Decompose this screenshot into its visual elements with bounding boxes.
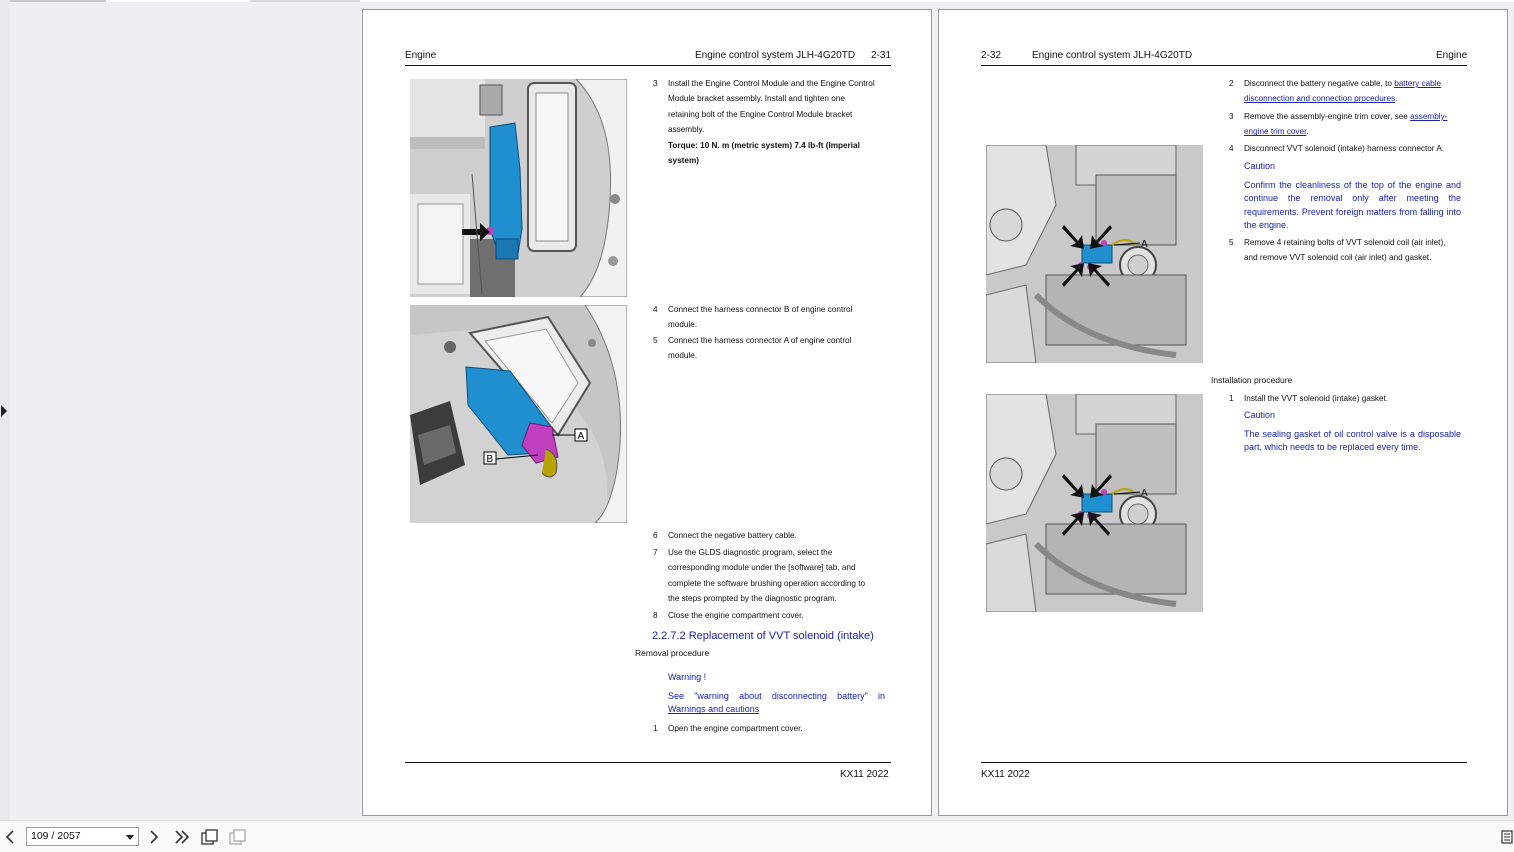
chevron-down-icon	[126, 835, 134, 840]
page-number-select[interactable]	[26, 827, 139, 846]
page-footer: KX11 2022	[840, 769, 889, 780]
figure-vvt-removal	[986, 145, 1203, 363]
caution-text: The sealing gasket of oil control valve is a disposable part, which needs to be replaced every time.	[1244, 429, 1461, 453]
punctuation: .	[1395, 94, 1398, 104]
section-title: 2.2.7.2 Replacement of VVT solenoid (intake)	[652, 630, 874, 642]
tab-strip	[0, 0, 1514, 2]
battery-cable-procedures-link[interactable]: disconnection and connection procedures	[1244, 94, 1396, 104]
page-2-32	[938, 9, 1508, 816]
torque-spec: Torque: 10 N. m (metric system) 7.4 lb-ft (Imperial	[668, 140, 860, 150]
step-line: Use the GLDS diagnostic program, select the	[668, 548, 833, 557]
page-footer: KX11 2022	[981, 769, 1030, 780]
step-line: Close the engine compartment cover.	[668, 611, 804, 620]
page-header-section: Engine	[405, 50, 437, 61]
step-number: 6	[653, 531, 658, 540]
step-line: corresponding module under the [software] tab, and	[668, 563, 856, 573]
battery-cable-link[interactable]: battery cable	[1394, 79, 1442, 88]
warning-text	[668, 690, 885, 717]
step-line: the steps prompted by the diagnostic program.	[668, 594, 837, 604]
footer-rule	[981, 762, 1467, 763]
step-line: Connect the harness connector A of engine control	[668, 336, 852, 345]
page-header-title: Engine control system JLH-4G20TD	[695, 50, 856, 61]
step-number: 5	[1229, 238, 1234, 247]
step-line: Connect the negative battery cable.	[668, 531, 797, 540]
double-chevron-right-icon[interactable]	[172, 827, 192, 847]
step-line: Install the VVT solenoid (intake) gasket.	[1244, 394, 1389, 403]
step-line: assembly.	[668, 125, 705, 135]
chevron-right-icon[interactable]	[146, 827, 162, 847]
page-header-section: Engine	[1436, 50, 1468, 61]
expand-sidebar-icon[interactable]	[1, 405, 7, 417]
step-number: 4	[1229, 144, 1234, 153]
figure-ecm-connectors	[410, 305, 627, 523]
step-number: 8	[653, 611, 658, 620]
page-2-31	[362, 9, 932, 816]
step-line: Remove the assembly-engine trim cover, see	[1244, 112, 1411, 121]
step-line: complete the software brushing operation according to	[668, 578, 866, 588]
torque-spec: system)	[668, 156, 699, 166]
punctuation: .	[1306, 127, 1309, 137]
bottom-toolbar	[0, 820, 1514, 852]
step-line: Open the engine compartment cover.	[668, 724, 803, 733]
copy-icon[interactable]	[200, 827, 220, 847]
step-line: Module bracket assembly. Install and tighten one	[668, 94, 845, 104]
step-number: 3	[1229, 112, 1234, 121]
step-line: Connect the harness connector B of engine control	[668, 305, 853, 314]
chevron-left-icon[interactable]	[2, 827, 18, 847]
page-number: 2-31	[871, 50, 892, 61]
page-number: 2-32	[981, 50, 1002, 61]
step-line: Disconnect the battery negative cable, to	[1244, 79, 1395, 88]
step-number: 1	[653, 724, 658, 733]
step-line: module.	[668, 351, 698, 361]
tab-indicator-secondary[interactable]	[250, 0, 360, 2]
figure-ecm-install	[410, 79, 627, 297]
step-line: module.	[668, 320, 698, 330]
step-line: and remove VVT solenoid coil (air inlet) and gasket.	[1244, 253, 1432, 263]
engine-trim-cover-link[interactable]: assembly-	[1410, 112, 1448, 121]
callout-a: A	[1141, 239, 1148, 250]
caution-heading: Caution	[1244, 410, 1276, 420]
page-indicator: 109 / 2057	[31, 830, 81, 842]
warning-heading: Warning !	[668, 672, 707, 682]
footer-rule	[405, 762, 891, 763]
step-number: 1	[1229, 394, 1234, 403]
copy-disabled-icon	[228, 827, 248, 847]
step-number: 2	[1229, 79, 1234, 88]
step-line: Remove 4 retaining bolts of VVT solenoid coil (air inlet),	[1244, 238, 1446, 247]
step-number: 4	[653, 305, 658, 314]
sidebar-rail[interactable]	[0, 0, 10, 820]
removal-procedure-label: Removal procedure	[635, 648, 710, 658]
sidebar-toggle-icon[interactable]	[1500, 827, 1514, 847]
caution-heading: Caution	[1244, 161, 1276, 171]
step-number: 7	[653, 548, 658, 557]
figure-vvt-install	[986, 394, 1203, 612]
step-line: Install the Engine Control Module and the Engine Control	[668, 79, 875, 88]
installation-procedure-label: Installation procedure	[1211, 375, 1293, 385]
caution-text: Confirm the cleanliness of the top of the engine and continue the removal only after meeting the requirements. Prevent foreign matters from falling into the engine.	[1244, 180, 1461, 231]
step-number: 3	[653, 79, 658, 88]
header-rule	[981, 65, 1467, 66]
warning-line: See "warning about disconnecting battery" in	[668, 691, 885, 701]
callout-a: A	[577, 431, 585, 442]
step-line: retaining bolt of the Engine Control Module bracket	[668, 109, 853, 119]
engine-trim-cover-link-cont[interactable]: engine trim cover	[1244, 127, 1307, 137]
warnings-and-cautions-link[interactable]: Warnings and cautions	[668, 704, 760, 715]
step-number: 5	[653, 336, 658, 345]
header-rule	[405, 65, 891, 66]
tab-indicator[interactable]	[0, 0, 106, 2]
callout-a: A	[1141, 488, 1148, 499]
callout-b: B	[486, 454, 494, 465]
step-line: Disconnect VVT solenoid (intake) harness connector A.	[1244, 144, 1445, 153]
page-header-title: Engine control system JLH-4G20TD	[1032, 50, 1193, 61]
